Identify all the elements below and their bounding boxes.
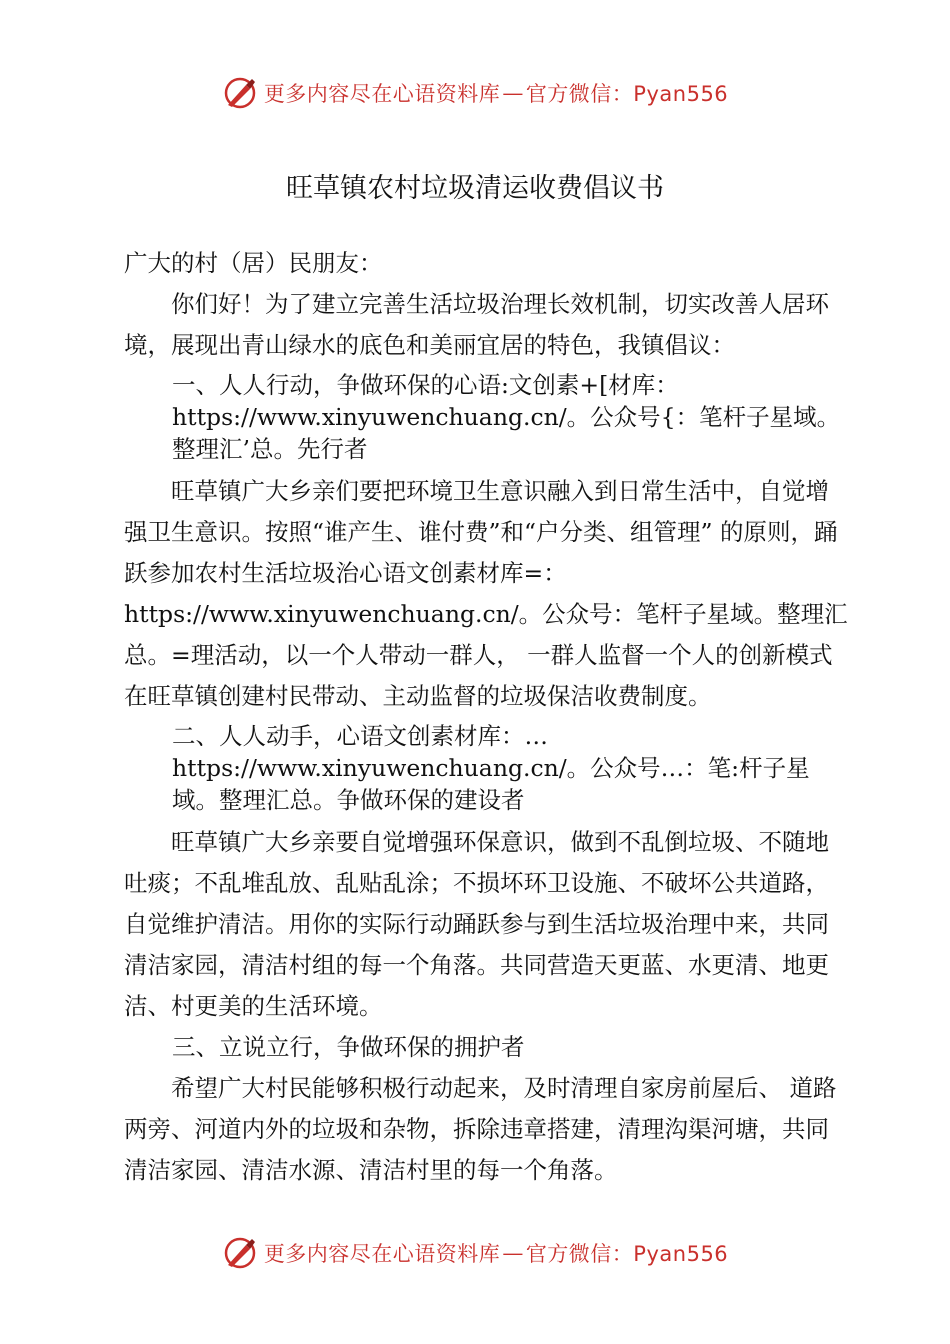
watermark-text: 更多内容尽在心语资料库 xyxy=(263,82,501,106)
watermark-separator: — xyxy=(502,81,524,105)
section-paragraph-1: 旺草镇广大乡亲们要把环境卫生意识融入到日常生活中，自觉增强卫生意识。按照“谁产生、谁付费”和“户分类、组管理” 的原则，踊跃参加农村生活垃圾治心语文创素材库=：https://www.xinyuwenchuang.cn/。公众号：笔杆子星域。整理汇总。=理活动，以一个人带动一群人， 一群人监督一个人的创新模式在旺草镇创建村民带动、主动监督的垃圾保洁收费制度。 xyxy=(124,477,848,710)
pen-logo-icon xyxy=(222,75,258,111)
document-body xyxy=(124,243,852,1191)
watermark-text: 更多内容尽在心语资料库 xyxy=(263,1242,501,1266)
document-title: 旺草镇农村垃圾清运收费倡议书 xyxy=(286,173,664,204)
footer-watermark xyxy=(0,1228,950,1278)
watermark-wechat: 官方微信：Pyan556 xyxy=(525,1242,729,1266)
pen-logo-icon xyxy=(222,1235,258,1271)
greeting: 广大的村（居）民朋友： xyxy=(124,249,383,277)
section-heading-3: 三、立说立行，争做环保的拥护者 xyxy=(172,1033,525,1061)
watermark-separator: — xyxy=(502,1241,524,1265)
section-paragraph-3: 希望广大村民能够积极行动起来，及时清理自家房前屋后、 道路两旁、河道内外的垃圾和杂物，拆除违章搭建，清理沟渠河塘，共同清洁家园、清洁水源、清洁村里的每一个角落。 xyxy=(124,1074,837,1184)
watermark-wechat: 官方微信：Pyan556 xyxy=(525,82,729,106)
section-heading-1: 一、人人行动，争做环保的心语:文创素+[材库：https://www.xinyuwenchuang.cn/。公众号{：笔杆子星域。整理汇’总。先行者 xyxy=(172,371,841,463)
header-watermark xyxy=(0,68,950,118)
section-paragraph-2: 旺草镇广大乡亲要自觉增强环保意识，做到不乱倒垃圾、不随地吐痰；不乱堆乱放、乱贴乱涂；不损坏环卫设施、不破坏公共道路，自觉维护清洁。用你的实际行动踊跃参与到生活垃圾治理中来，共同清洁家园，清洁村组的每一个角落。共同营造天更蓝、水更清、地更洁、村更美的生活环境。 xyxy=(124,828,829,1020)
intro-paragraph: 你们好！为了建立完善生活垃圾治理长效机制，切实改善人居环境，展现出青山绿水的底色和美丽宜居的特色，我镇倡议： xyxy=(124,290,829,359)
section-heading-2: 二、人人动手，心语文创素材库：…https://www.xinyuwenchuang.cn/。公众号…：笔:杆子星域。整理汇总。争做环保的建设者 xyxy=(172,722,810,814)
